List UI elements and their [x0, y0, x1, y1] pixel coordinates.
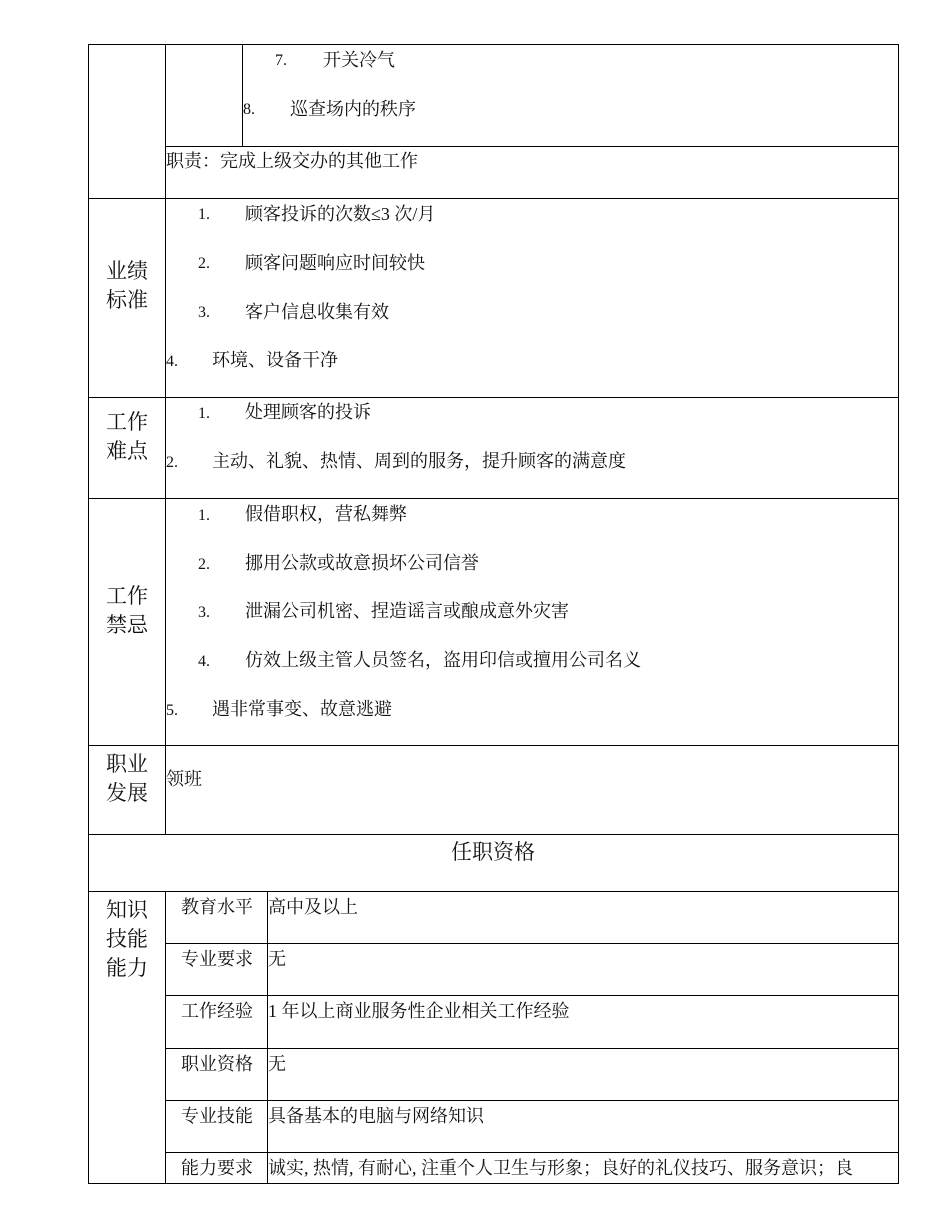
- qualification-key: 职业资格: [181, 1054, 253, 1074]
- qualification-value: 无: [268, 949, 286, 969]
- list-item-number: 3.: [198, 604, 210, 621]
- list-item-text: 顾客投诉的次数≤3 次/月: [245, 204, 436, 224]
- list-item-text: 泄漏公司机密、捏造谣言或酿成意外灾害: [245, 601, 569, 621]
- career-path-text: 领班: [166, 769, 202, 789]
- qualification-key: 专业要求: [181, 949, 253, 969]
- section-line-performance: [88, 198, 899, 199]
- top-nested-row-line: [165, 146, 899, 147]
- list-item-text: 挪用公款或故意损坏公司信誉: [245, 553, 479, 573]
- list-item-text: 巡查场内的秩序: [290, 99, 416, 119]
- section-line-difficulties: [88, 397, 899, 398]
- list-item-text: 假借职权，营私舞弊: [245, 504, 407, 524]
- qualification-key: 专业技能: [181, 1106, 253, 1126]
- section-line-heading: [88, 834, 899, 835]
- list-item-number: 8.: [243, 101, 255, 118]
- list-item-text: 处理顾客的投诉: [245, 402, 371, 422]
- section-line-career: [88, 745, 899, 746]
- list-item-text: 遇非常事变、故意逃避: [212, 699, 392, 719]
- qualification-key: 工作经验: [181, 1001, 253, 1021]
- difficulties-label: 工作 难点: [106, 410, 148, 463]
- label-column-divider-lower: [165, 891, 166, 1184]
- list-item-text: 环境、设备干净: [212, 350, 338, 370]
- qualification-row-line: [165, 1152, 899, 1153]
- section-line-prohibitions: [88, 498, 899, 499]
- list-item-number: 4.: [198, 653, 210, 670]
- prohibitions-label: 工作 禁忌: [106, 584, 148, 637]
- table-border-top: [88, 44, 899, 45]
- list-item-text: 仿效上级主管人员签名，盗用印信或擅用公司名义: [245, 650, 641, 670]
- qualification-row-line: [165, 1100, 899, 1101]
- list-item-number: 1.: [198, 507, 210, 524]
- qualification-row-line: [165, 995, 899, 996]
- section-line-qualifications: [88, 891, 899, 892]
- career-label: 职业 发展: [106, 752, 148, 805]
- list-item-number: 2.: [198, 556, 210, 573]
- qualification-key: 教育水平: [181, 897, 253, 917]
- qualification-value: 高中及以上: [268, 897, 358, 917]
- qualification-value: 无: [268, 1054, 286, 1074]
- top-nested-divider: [242, 44, 243, 146]
- list-item-number: 7.: [275, 52, 287, 69]
- list-item-number: 3.: [198, 304, 210, 321]
- qualification-key-divider: [267, 891, 268, 1184]
- list-item-number: 5.: [166, 702, 178, 719]
- table-border-right: [898, 44, 899, 1184]
- table-border-bottom: [88, 1183, 899, 1184]
- performance-label: 业绩 标准: [106, 259, 148, 312]
- qualifications-label: 知识 技能 能力: [106, 898, 148, 980]
- qualification-key: 能力要求: [181, 1158, 253, 1178]
- list-item-number: 2.: [198, 255, 210, 272]
- list-item-text: 主动、礼貌、热情、周到的服务，提升顾客的满意度: [212, 451, 626, 471]
- list-item-text: 客户信息收集有效: [245, 302, 389, 322]
- qualifications-heading: 任职资格: [451, 840, 535, 864]
- list-item-number: 2.: [166, 454, 178, 471]
- list-item-text: 顾客问题响应时间较快: [245, 253, 425, 273]
- list-item-number: 1.: [198, 405, 210, 422]
- duty-row-text: 职责：完成上级交办的其他工作: [166, 151, 418, 171]
- qualification-row-line: [165, 1048, 899, 1049]
- list-item-text: 开关冷气: [323, 50, 395, 70]
- table-border-left: [88, 44, 89, 1184]
- qualification-value: 诚实, 热情, 有耐心, 注重个人卫生与形象；良好的礼仪技巧、服务意识；良: [268, 1158, 853, 1178]
- qualification-row-line: [165, 943, 899, 944]
- list-item-number: 1.: [198, 206, 210, 223]
- list-item-number: 4.: [166, 353, 178, 370]
- qualification-value: 1 年以上商业服务性企业相关工作经验: [268, 1001, 570, 1021]
- qualification-value: 具备基本的电脑与网络知识: [268, 1106, 484, 1126]
